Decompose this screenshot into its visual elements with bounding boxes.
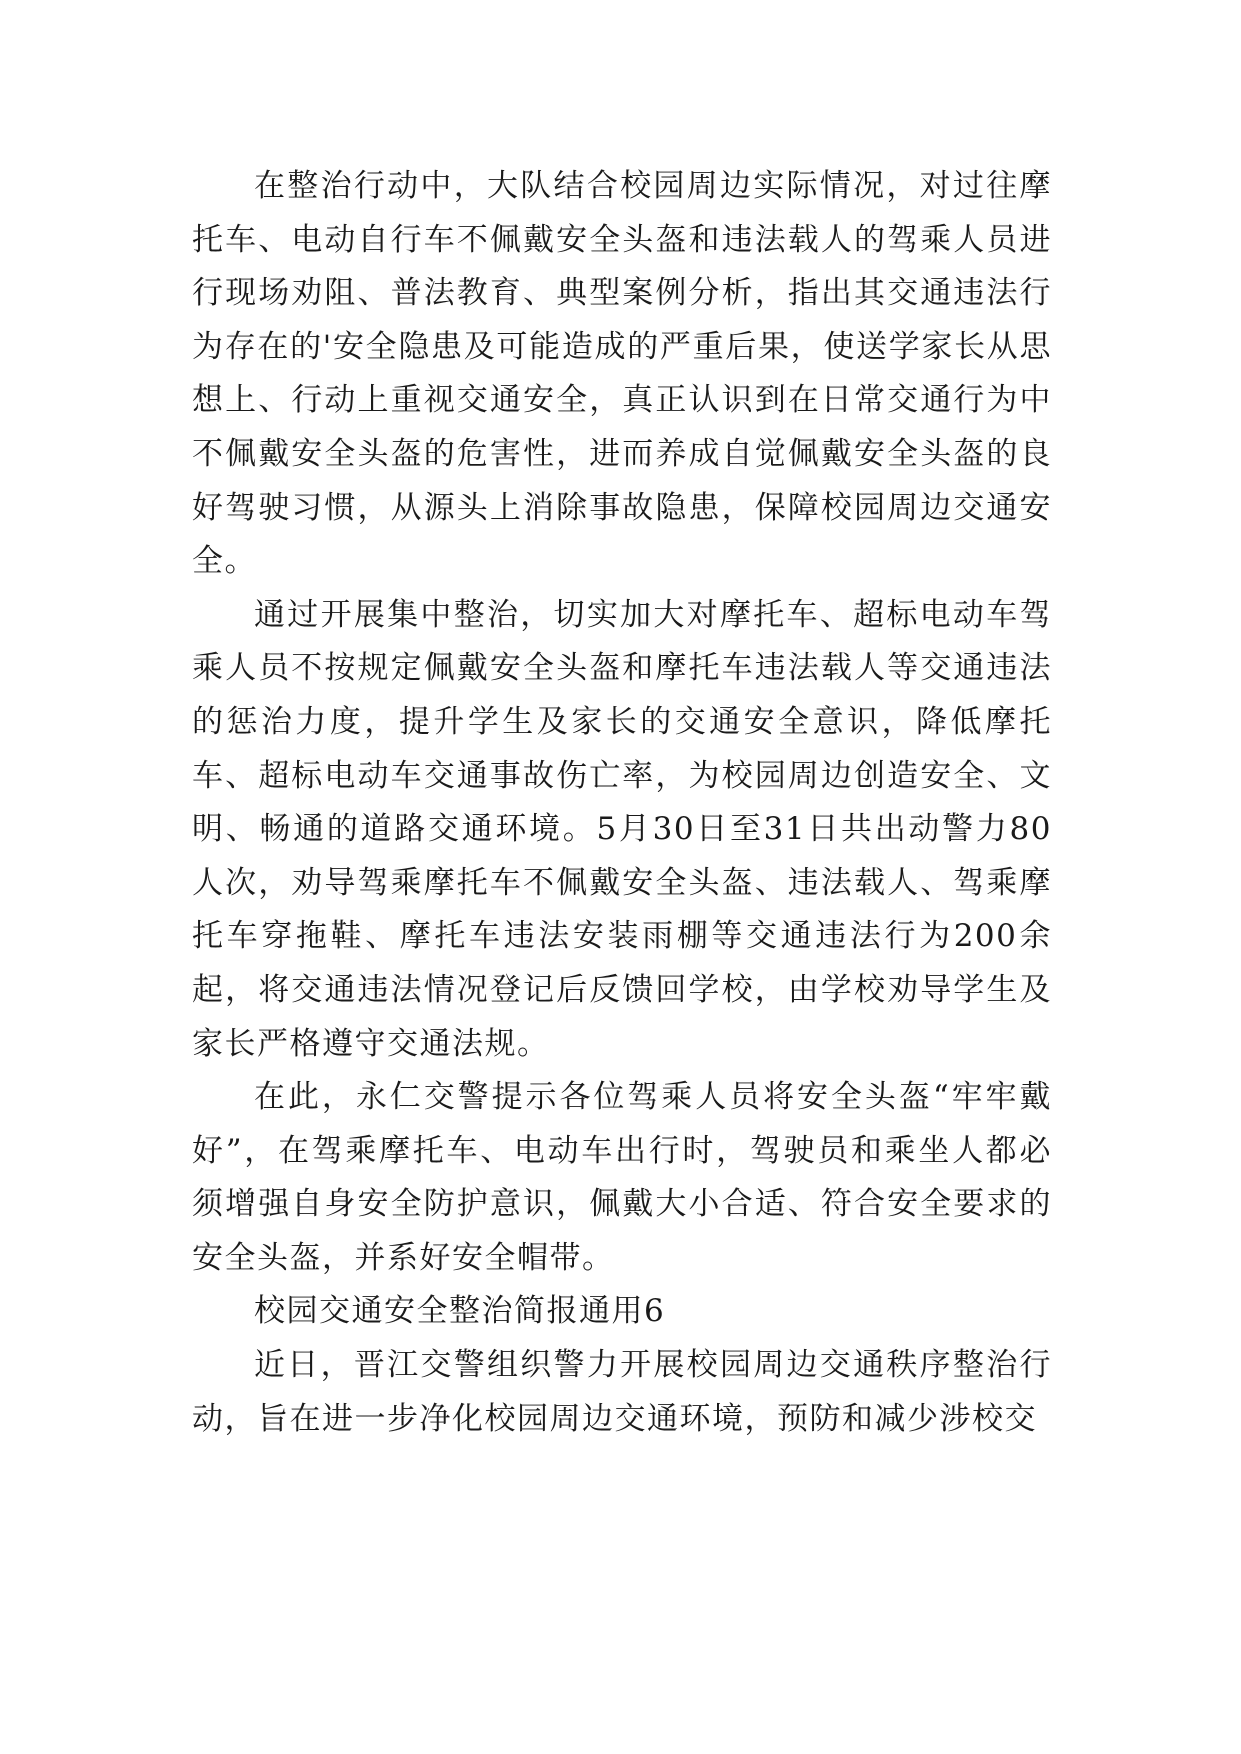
paragraph-jinjiang-intro: 近日，晋江交警组织警力开展校园周边交通秩序整治行动，旨在进一步净化校园周边交通环境，预防和减少涉校交 <box>192 1347 1052 1437</box>
paragraph-campaign-results: 通过开展集中整治，切实加大对摩托车、超标电动车驾乘人员不按规定佩戴安全头盔和摩托车违法载人等交通违法的惩治力度，提升学生及家长的交通安全意识，降低摩托车、超标电动车交通事故伤亡率，为校园周边创造安全、文明、畅通的道路交通环境。5月30日至31日共出动警力80人次，劝导驾乘摩托车不佩戴安全头盔、违法载人、驾乘摩托车穿拖鞋、摩托车违法安装雨棚等交通违法行为200余起，将交通违法情况登记后反馈回学校，由学校劝导学生及家长严格遵守交通法规。 <box>192 596 1052 1062</box>
document-body <box>192 160 1052 1446</box>
paragraph-enforcement-action: 在整治行动中，大队结合校园周边实际情况，对过往摩托车、电动自行车不佩戴安全头盔和违法载人的驾乘人员进行现场劝阻、普法教育、典型案例分析，指出其交通违法行为存在的'安全隐患及可能造成的严重后果，使送学家长从思想上、行动上重视交通安全，真正认识到在日常交通行为中不佩戴安全头盔的危害性，进而养成自觉佩戴安全头盔的良好驾驶习惯，从源头上消除事故隐患，保障校园周边交通安全。 <box>192 168 1052 580</box>
paragraph-helmet-reminder: 在此，永仁交警提示各位驾乘人员将安全头盔“牢牢戴好”，在驾乘摩托车、电动车出行时，驾驶员和乘坐人都必须增强自身安全防护意识，佩戴大小合适、符合安全要求的安全头盔，并系好安全帽带。 <box>192 1079 1052 1276</box>
section-heading: 校园交通安全整治简报通用6 <box>254 1293 666 1330</box>
